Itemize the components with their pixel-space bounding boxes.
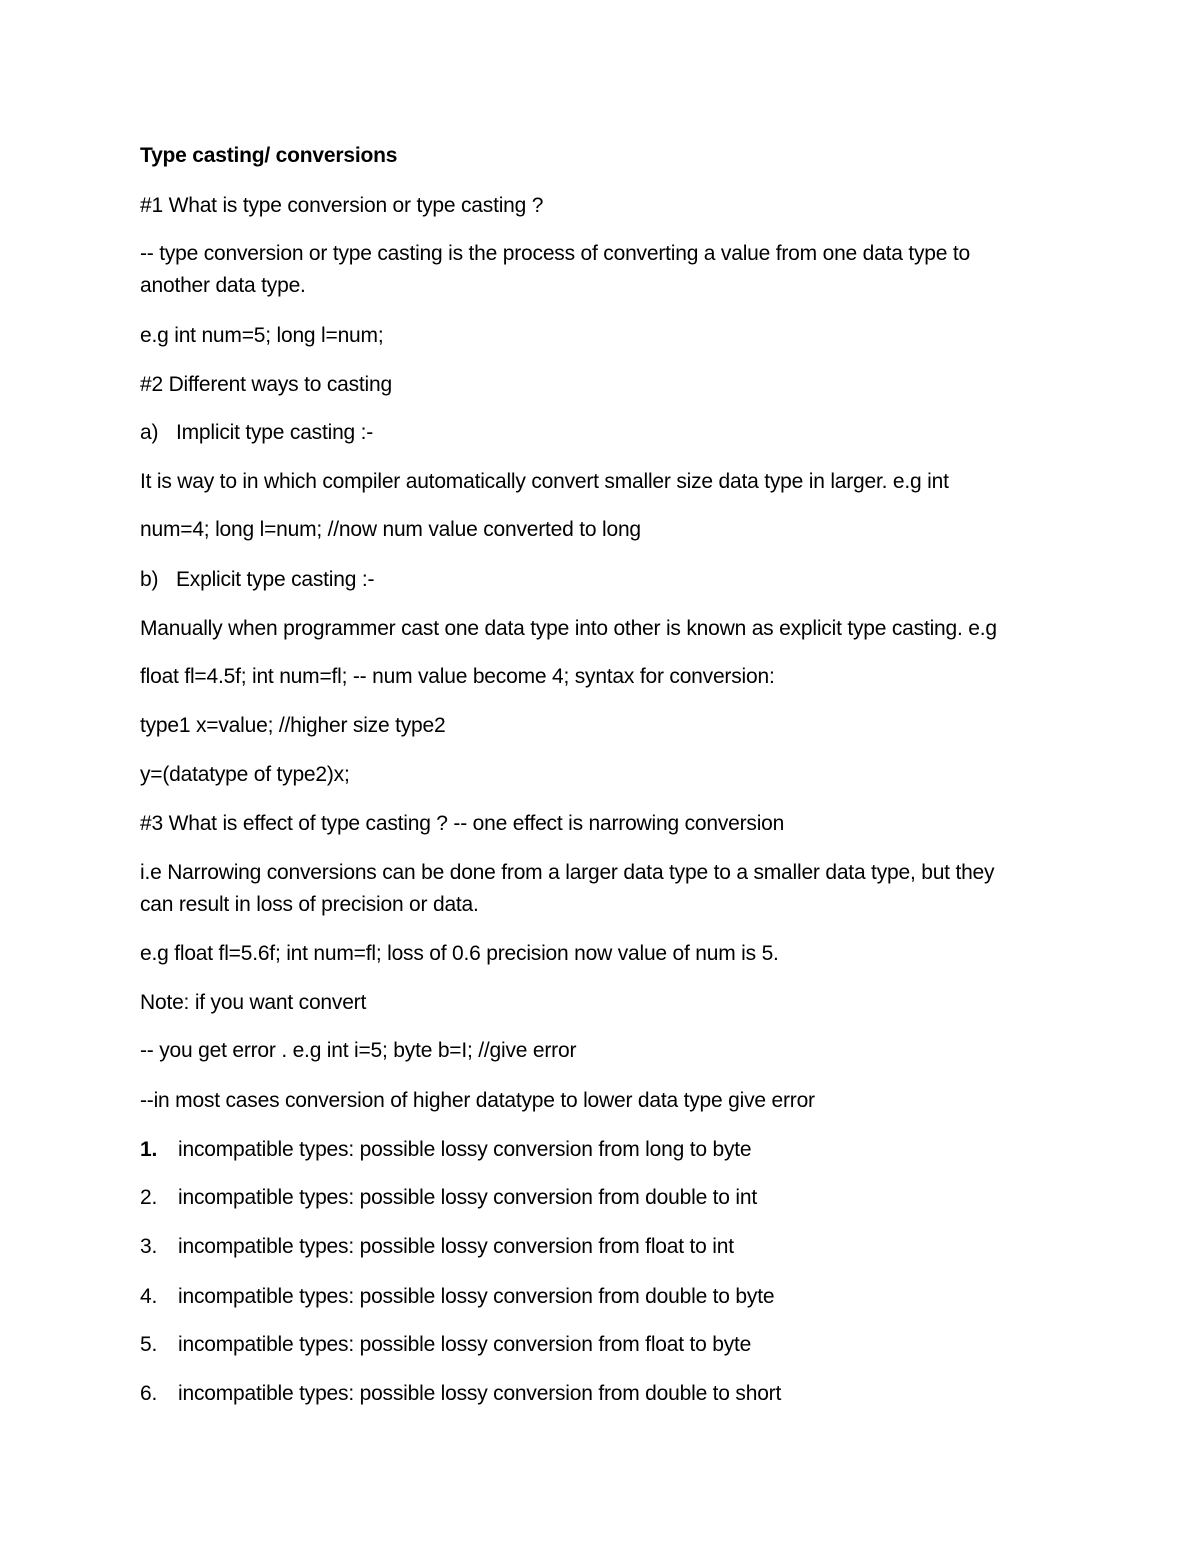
syntax-line-1: type1 x=value; //higher size type2 xyxy=(140,714,446,737)
list-number: 6. xyxy=(140,1382,158,1405)
example-1: e.g int num=5; long l=num; xyxy=(140,324,384,347)
list-number: 4. xyxy=(140,1285,158,1308)
explicit-label: b) xyxy=(140,568,159,591)
explicit-desc-line-2: float fl=4.5f; int num=fl; -- num value become 4; syntax for conversion: xyxy=(140,665,775,688)
question-1: #1 What is type conversion or type casting ? xyxy=(140,194,544,217)
list-item xyxy=(140,1134,751,1166)
list-item xyxy=(140,1378,781,1410)
syntax-line-2: y=(datatype of type2)x; xyxy=(140,763,350,786)
list-text: incompatible types: possible lossy conversion from long to byte xyxy=(178,1138,752,1161)
narrowing-line-2: can result in loss of precision or data. xyxy=(140,893,479,916)
explicit-heading xyxy=(140,564,374,596)
implicit-desc-line-2: num=4; long l=num; //now num value converted to long xyxy=(140,518,641,541)
implicit-label: a) xyxy=(140,421,159,444)
question-3: #3 What is effect of type casting ? -- one effect is narrowing conversion xyxy=(140,812,785,835)
list-text: incompatible types: possible lossy conversion from double to int xyxy=(178,1186,758,1209)
error-line: -- you get error . e.g int i=5; byte b=I; //give error xyxy=(140,1039,577,1062)
implicit-heading xyxy=(140,417,373,449)
definition-line-1: -- type conversion or type casting is the process of converting a value from one data type to xyxy=(140,242,971,265)
list-number: 2. xyxy=(140,1186,158,1209)
list-number: 1. xyxy=(140,1138,158,1161)
list-text: incompatible types: possible lossy conversion from float to int xyxy=(178,1235,734,1258)
definition-line-2: another data type. xyxy=(140,274,306,297)
note: Note: if you want convert xyxy=(140,991,367,1014)
most-cases-line: --in most cases conversion of higher datatype to lower data type give error xyxy=(140,1089,815,1112)
explicit-desc-line-1: Manually when programmer cast one data type into other is known as explicit type casting. e.g xyxy=(140,617,997,640)
list-item xyxy=(140,1231,734,1263)
implicit-text: Implicit type casting :- xyxy=(176,421,374,444)
list-number: 5. xyxy=(140,1333,158,1356)
question-2: #2 Different ways to casting xyxy=(140,373,392,396)
implicit-desc-line-1: It is way to in which compiler automatically convert smaller size data type in larger. e.g int xyxy=(140,470,949,493)
list-item xyxy=(140,1329,751,1361)
list-text: incompatible types: possible lossy conversion from float to byte xyxy=(178,1333,752,1356)
list-number: 3. xyxy=(140,1235,158,1258)
list-text: incompatible types: possible lossy conversion from double to short xyxy=(178,1382,782,1405)
narrowing-line-1: i.e Narrowing conversions can be done from a larger data type to a smaller data type, but they xyxy=(140,861,995,884)
list-item xyxy=(140,1182,757,1214)
example-2: e.g float fl=5.6f; int num=fl; loss of 0.6 precision now value of num is 5. xyxy=(140,942,779,965)
explicit-text: Explicit type casting :- xyxy=(176,568,375,591)
page-title: Type casting/ conversions xyxy=(140,144,398,167)
list-text: incompatible types: possible lossy conversion from double to byte xyxy=(178,1285,775,1308)
list-item xyxy=(140,1281,774,1313)
